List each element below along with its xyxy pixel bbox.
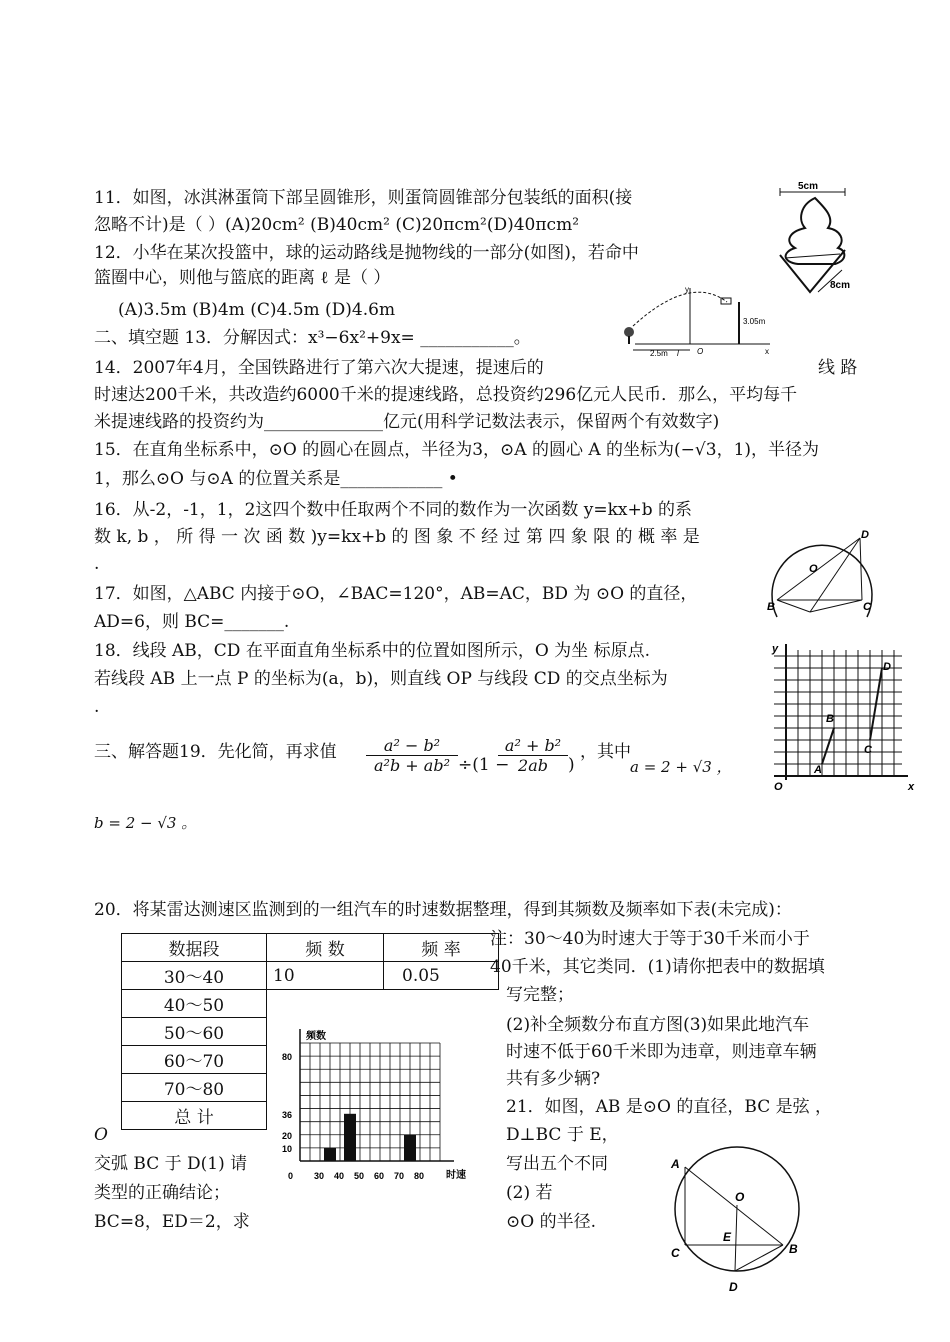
table-cell: 10 (267, 962, 384, 990)
svg-text:B: B (826, 713, 834, 725)
q19-divide: ÷(1 − (458, 755, 510, 775)
svg-text:x: x (765, 347, 769, 356)
y-tick-label: 36 (282, 1109, 293, 1120)
histogram-bar (324, 1148, 336, 1161)
q19-tail: ，其中 (580, 742, 631, 762)
ice-cream-figure (770, 180, 860, 300)
q16-line3: . (94, 554, 100, 574)
svg-text:3.05m: 3.05m (743, 317, 766, 326)
q21-line4: (2) 若 (506, 1183, 553, 1203)
fraction-2-denominator: 2ab (518, 756, 548, 775)
table-cell: 70～80 (122, 1074, 267, 1102)
q21-left1: 交弧 BC 于 D(1) 请 (94, 1154, 248, 1174)
q21-line1: 21．如图，AB 是⊙O 的直径，BC 是弦 ， (506, 1097, 833, 1117)
histogram-title: 频数 (306, 1031, 326, 1042)
q12-line1: 12．小华在某次投篮中，球的运动路线是抛物线的一部分(如图)，若命中 (94, 243, 639, 263)
q14-line1-end: 线 路 (818, 358, 858, 378)
ice-cream-side-label: 8cm (830, 280, 851, 291)
table-header: 频 数 (267, 934, 384, 962)
q21-line2: D⊥BC 于 E， (506, 1125, 619, 1145)
q14-line2: 时速达200千米，共改造约6000千米的提速线路，总投资约296亿元人民币．那么，平均每千 (94, 385, 798, 405)
q18-line1: 18．线段 AB，CD 在平面直角坐标系中的位置如图所示，O 为坐 标原点. (94, 641, 650, 661)
basketball-figure (615, 284, 775, 356)
table-cell: 60～70 (122, 1046, 267, 1074)
table-row (122, 990, 499, 1018)
q17-line1: 17．如图，△ABC 内接于⊙O，∠BAC=120°，AB=AC，BD 为 ⊙O 的直径， (94, 584, 698, 604)
fraction-1-numerator: a² − b² (366, 736, 458, 756)
q15-line2: 1，那么⊙O 与⊙A 的位置关系是____________ • (94, 469, 458, 489)
q20-note4: (2)补全频数分布直方图(3)如果此地汽车 (506, 1015, 810, 1035)
q21-left-o: O (94, 1125, 108, 1145)
svg-text:C: C (863, 601, 871, 613)
y-tick-label: 10 (282, 1143, 293, 1154)
q20-note1: 注：30～40为时速大于等于30千米而小于 (490, 929, 810, 949)
svg-text:D: D (883, 661, 891, 673)
svg-text:y: y (772, 643, 779, 655)
svg-text:A: A (814, 764, 822, 776)
svg-text:D: D (861, 529, 869, 541)
q21-left3: BC=8，ED＝2，求 (94, 1212, 250, 1232)
q21-line3: 写出五个不同 (506, 1154, 608, 1174)
table-header: 数据段 (122, 934, 267, 962)
svg-text:y: y (685, 285, 689, 294)
q20-note6: 共有多少辆? (506, 1069, 601, 1089)
x-tick-label: 80 (414, 1171, 425, 1181)
x-tick-label: 60 (374, 1171, 385, 1181)
q20-note2: 40千米，其它类同．(1)请你把表中的数据填 (490, 957, 825, 977)
y-tick-label: 20 (282, 1130, 293, 1141)
table-cell: 0.05 (384, 962, 499, 990)
q20-line1: 20．将某雷达测速区监测到的一组汽车的时速数据整理，得到其频数及频率如下表(未完成)： (94, 900, 792, 920)
q16-line1: 16．从-2，-1，1，2这四个数中任取两个不同的数作为一次函数 y=kx+b 的系 (94, 500, 693, 520)
table-cell: 50～60 (122, 1018, 267, 1046)
table-header-row (122, 934, 499, 962)
q14-line3: 米提速线路的投资约为______________亿元(用科学记数法表示，保留两个有效数字) (94, 412, 720, 432)
x-tick-label: 40 (334, 1171, 345, 1181)
q16-line2: 数 k, b ， 所 得 一 次 函 数 )y=kx+b 的 图 象 不 经 过 第 四 象 限 的 概 率 是 (94, 527, 700, 547)
q12-line2: 篮圈中心，则他与篮底的距离 ℓ 是（ ） (94, 268, 391, 288)
x-tick-label: 30 (314, 1171, 325, 1181)
histogram-bar (404, 1135, 416, 1161)
svg-text:A: A (671, 1157, 680, 1171)
section-fill-in-q13: 二、填空题 13．分解因式：x³−6x²+9x= ___________。 (94, 328, 531, 348)
circle-diameter-figure (665, 1135, 815, 1300)
svg-text:C: C (671, 1246, 680, 1260)
x-tick-label: 0 (288, 1171, 294, 1181)
histogram-chart (280, 1025, 480, 1190)
q15-line1: 15．在直角坐标系中，⊙O 的圆心在圆点，半径为3，⊙A 的圆心 A 的坐标为(−√3，1)，半径为 (94, 440, 820, 460)
svg-text:E: E (723, 1230, 732, 1244)
q21-left2: 类型的正确结论； (94, 1183, 230, 1203)
svg-text:l: l (677, 349, 679, 356)
table-header: 频 率 (384, 934, 499, 962)
q19-b-value: b = 2 − √3 。 (94, 814, 197, 832)
fraction-2-numerator: a² + b² (498, 736, 568, 756)
svg-text:B: B (789, 1242, 798, 1256)
fraction-1-denominator: a²b + ab² (374, 756, 450, 775)
svg-text:2.5m: 2.5m (650, 349, 668, 356)
svg-text:O: O (697, 347, 704, 356)
table-row (122, 962, 499, 990)
q21-line5: ⊙O 的半径. (506, 1212, 596, 1232)
q19-a-value: a = 2 + √3 ， (630, 758, 732, 776)
q20-note5: 时速不低于60千米即为违章，则违章车辆 (506, 1042, 817, 1062)
svg-text:B: B (767, 601, 775, 613)
histogram-xlabel: 时速 (446, 1170, 466, 1181)
circle-abcd-figure (765, 522, 883, 622)
q18-line3: . (94, 697, 100, 717)
svg-text:O: O (809, 563, 818, 575)
q20-note3: 写完整； (506, 985, 574, 1005)
q11-line2: 忽略不计)是（ ）(A)20cm² (B)40cm² (C)20πcm²(D)40πcm² (94, 215, 580, 235)
ice-cream-top-label: 5cm (798, 181, 819, 192)
q14-line1: 14．2007年4月，全国铁路进行了第六次大提速，提速后的 (94, 358, 544, 378)
x-tick-label: 70 (394, 1171, 405, 1181)
y-tick-label: 80 (282, 1052, 293, 1063)
q18-line2: 若线段 AB 上一点 P 的坐标为(a，b)，则直线 OP 与线段 CD 的交点坐标为 (94, 669, 668, 689)
fraction-1 (366, 736, 458, 775)
grid-segments-figure (768, 640, 918, 798)
svg-text:O: O (774, 781, 783, 793)
histogram-bar (344, 1114, 356, 1161)
q19-close: ) (568, 755, 575, 775)
q12-options: (A)3.5m (B)4m (C)4.5m (D)4.6m (118, 300, 396, 320)
q17-line2: AD=6，则 BC=_______. (94, 612, 290, 632)
svg-text:x: x (908, 781, 915, 793)
svg-text:C: C (864, 744, 872, 756)
table-cell: 30～40 (122, 962, 267, 990)
svg-text:D: D (729, 1280, 738, 1294)
fraction-2 (498, 736, 568, 775)
svg-text:O: O (735, 1190, 745, 1204)
table-cell: 40～50 (122, 990, 267, 1018)
x-tick-label: 50 (354, 1171, 365, 1181)
q11-line1: 11．如图，冰淇淋蛋筒下部呈圆锥形，则蛋筒圆锥部分包装纸的面积(接 (94, 188, 633, 208)
table-cell: 总 计 (122, 1102, 267, 1130)
q19-lead: 三、解答题19．先化简，再求值 (94, 742, 337, 762)
